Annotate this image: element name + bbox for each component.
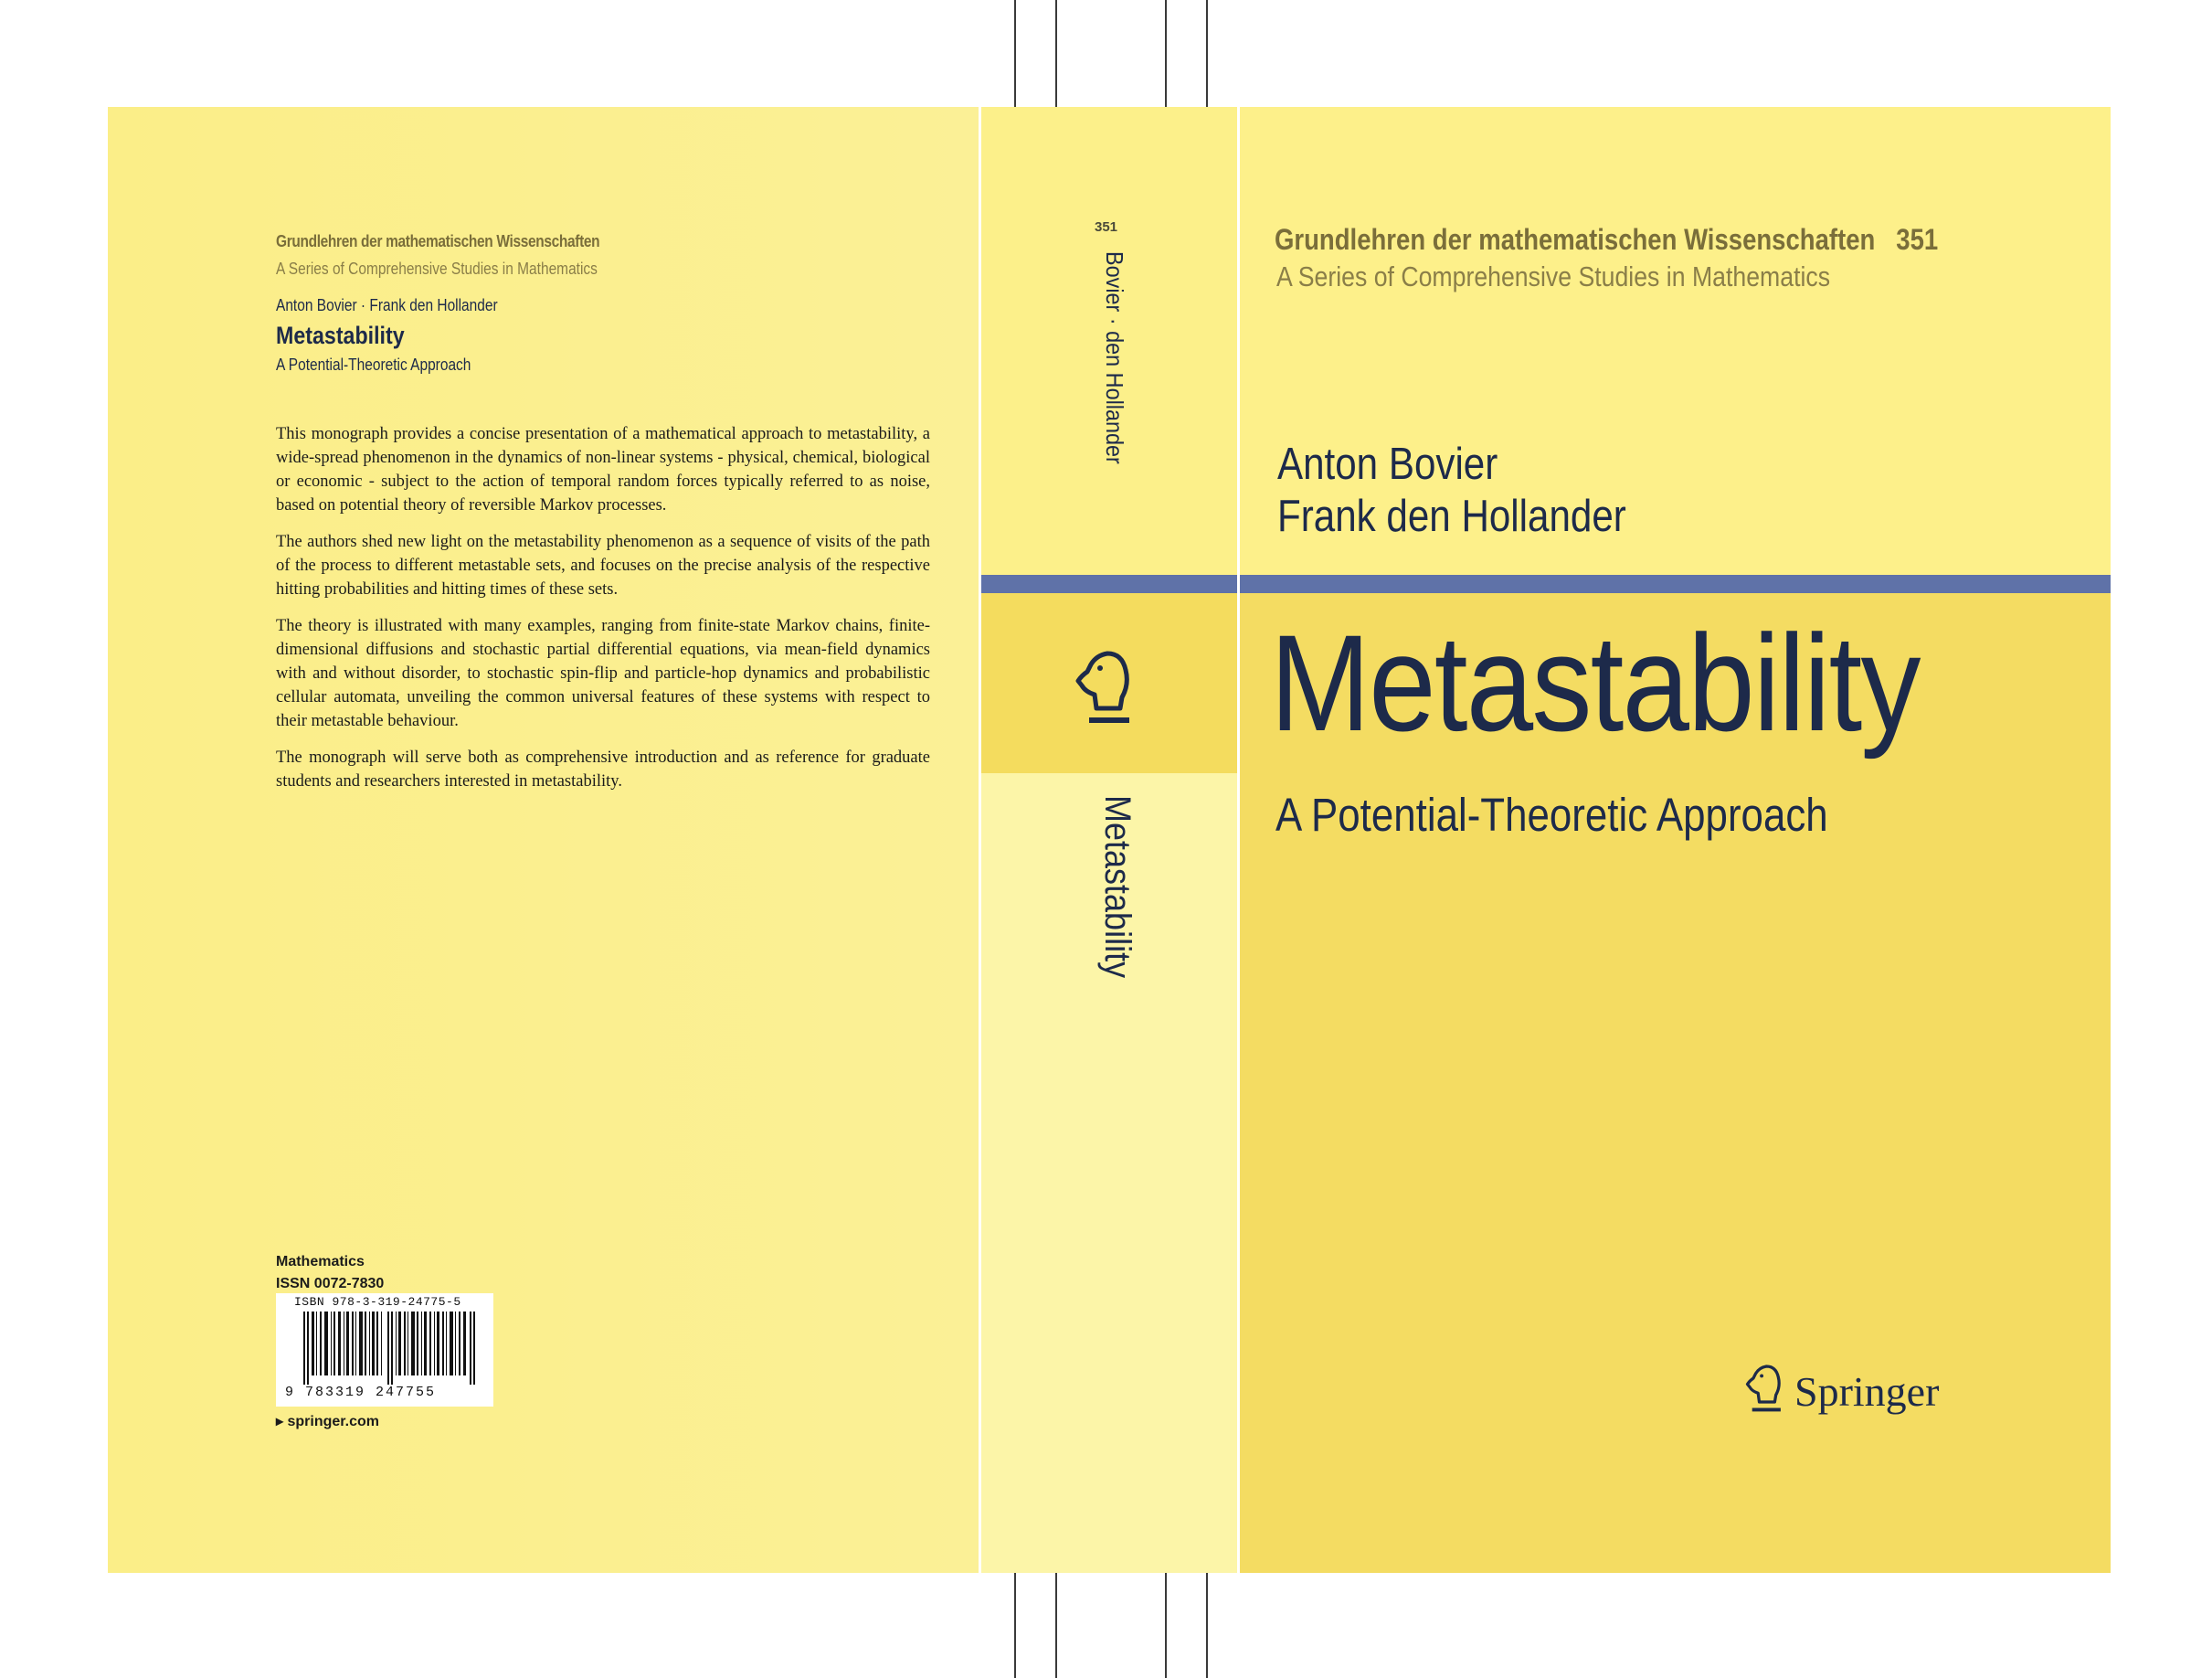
subject-label: Mathematics [276, 1254, 365, 1269]
crop-mark-bottom-3 [1165, 1573, 1167, 1678]
front-series-name: Grundlehren der mathematischen Wissenschaften [1275, 223, 1876, 256]
springer-knight-icon [1741, 1360, 1789, 1420]
crop-mark-bottom-1 [1014, 1573, 1016, 1678]
back-authors: Anton Bovier · Frank den Hollander [276, 296, 498, 314]
spine-authors: Bovier · den Hollander [1101, 251, 1128, 464]
back-book-title: Metastability [276, 322, 405, 349]
spine-blue-band [979, 575, 1238, 593]
blurb-paragraph: The theory is illustrated with many examples, ranging from finite-state Markov chains, finite-dimensional diffusions and stochastic partial differential equations, via mean-field dynamics with and without disorder, to stochastic spin-flip and particle-hop dynamics and probabilistic cellular automata, unveiling the common universal features of these systems with respect to their metastable behaviour. [276, 617, 930, 730]
crop-mark-bottom-2 [1055, 1573, 1057, 1678]
issn-label: ISSN 0072-7830 [276, 1276, 385, 1291]
website-label: springer.com [287, 1414, 379, 1429]
crop-mark-top-2 [1055, 0, 1057, 107]
front-author-1: Anton Bovier [1277, 440, 1498, 489]
front-blue-band [1238, 575, 2111, 593]
isbn-label: ISBN 978-3-319-24775-5 [294, 1295, 461, 1309]
blurb-paragraph: The monograph will serve both as comprehensive introduction and as reference for graduate students and researchers interested in metastability. [276, 749, 930, 791]
front-book-title: Metastability [1270, 606, 1920, 759]
blurb-paragraph: This monograph provides a concise presentation of a mathematical approach to metastability, a wide-spread phenomenon in the dynamics of non-linear systems - physical, chemical, biological or economic - subject to the action of temporal random forces typically referred to as noise, based on potential theory of reversible Markov processes. [276, 425, 930, 515]
back-blurb [276, 422, 930, 806]
back-series-title: Grundlehren der mathematischen Wissenschaften [276, 232, 600, 250]
crop-mark-top-3 [1165, 0, 1167, 107]
barcode-bars [303, 1312, 486, 1385]
front-volume-number: 351 [1896, 223, 1939, 256]
barcode [276, 1293, 493, 1407]
barcode-digits: 9 783319 247755 [285, 1385, 437, 1400]
spine-title: Metastability [1097, 795, 1138, 979]
crop-mark-bottom-4 [1206, 1573, 1208, 1678]
front-author-2: Frank den Hollander [1277, 492, 1626, 541]
back-cover [108, 107, 979, 1573]
publisher-name: Springer [1794, 1368, 1940, 1415]
front-series-subtitle: A Series of Comprehensive Studies in Mathematics [1276, 260, 1831, 292]
crop-mark-top-1 [1014, 0, 1016, 107]
fold-line-left [979, 107, 981, 1573]
crop-mark-top-4 [1206, 0, 1208, 107]
fold-line-right [1237, 107, 1240, 1573]
arrow-right-icon: ▸ [276, 1414, 288, 1429]
website-link[interactable] [276, 1412, 379, 1430]
publisher-logo [1738, 1360, 1957, 1424]
spine-volume-number: 351 [1095, 219, 1118, 235]
front-book-subtitle: A Potential-Theoretic Approach [1275, 789, 1828, 841]
front-series-title [1275, 223, 1938, 257]
blurb-paragraph: The authors shed new light on the metastability phenomenon as a sequence of visits of the path of the process to different metastable sets, and focuses on the precise analysis of the respective hitting probabilities and hitting times of these sets. [276, 533, 930, 599]
back-series-subtitle: A Series of Comprehensive Studies in Mathematics [276, 260, 598, 278]
springer-knight-icon [1069, 644, 1142, 736]
back-book-subtitle: A Potential-Theoretic Approach [276, 356, 471, 374]
